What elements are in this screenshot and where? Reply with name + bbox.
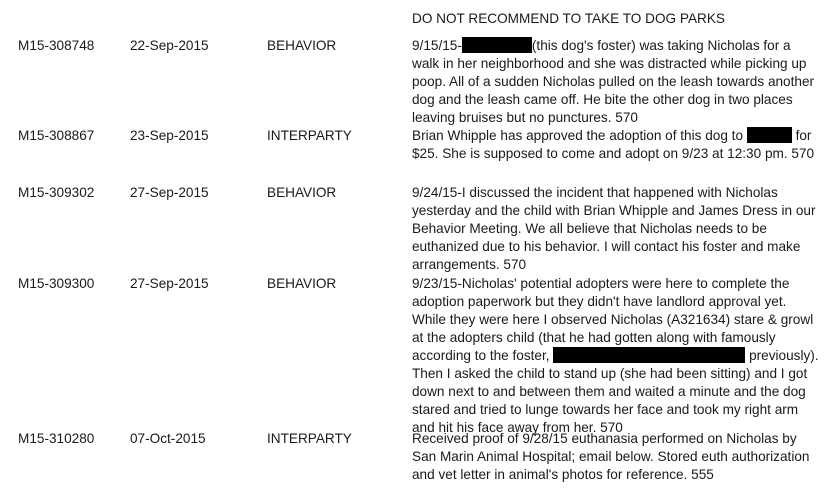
record-note-text: 9/23/15-Nicholas' potential adopters were here to complete the adoption paperwork but they didn't have landlord approval yet. While they were here I observed Nicholas (A321634) stare & growl at the adopters child (that he had gotten along with famously according to the foster, [412,276,814,363]
record-note-text: (this dog's foster) was taking Nicholas for a walk in her neighborhood and she was distracted while picking up poop. All of a sudden Nicholas pulled on the leash towards another dog and the leash came off. He bite the other dog in two places leaving bruises but no punctures. 570 [412,38,815,125]
redaction-box [462,37,532,53]
record-date: 07-Oct-2015 [130,431,206,446]
redaction-box [747,127,792,143]
record-type: INTERPARTY [267,431,352,446]
record-type: BEHAVIOR [267,38,337,53]
header-note: DO NOT RECOMMEND TO TAKE TO DOG PARKS [412,11,725,26]
record-note: 9/24/15-I discussed the incident that happened with Nicholas yesterday and the child with Brian Whipple and James Dress in our Behavior Meeting. We all believe that Nicholas needs to be euthanized due to his behavior. I will contact his foster and make arrangements. 570 [412,185,816,272]
record-date: 27-Sep-2015 [130,276,209,291]
record-date: 27-Sep-2015 [130,185,209,200]
record-id: M15-310280 [18,431,95,446]
record-type: INTERPARTY [267,128,352,143]
record-date: 22-Sep-2015 [130,38,209,53]
record-note: Received proof of 9/28/15 euthanasia performed on Nicholas by San Marin Animal Hospital; email below. Stored euth authorization and vet letter in animal's photos for reference. 555 [412,431,810,482]
record-id: M15-309302 [18,185,95,200]
record-type: BEHAVIOR [267,276,337,291]
record-note [412,37,820,127]
record-note-text: 9/15/15- [412,38,462,53]
redaction-box [553,347,745,363]
record-note [412,127,820,163]
record-note-text: for $25. She is supposed to come and adopt on 9/23 at 12:30 pm. 570 [412,128,815,161]
record-id: M15-309300 [18,276,95,291]
record-note-text: previously). Then I asked the child to stand up (she had been sitting) and I got down next to and between them and waited a minute and the dog stared and tried to lunge towards her face and took my right arm and hit his face away from her. 570 [412,348,819,435]
record-id: M15-308867 [18,128,95,143]
record-note-text: Brian Whipple has approved the adoption of this dog to [412,128,744,143]
record-date: 23-Sep-2015 [130,128,209,143]
record-type: BEHAVIOR [267,185,337,200]
record-note [412,275,820,437]
record-id: M15-308748 [18,38,95,53]
